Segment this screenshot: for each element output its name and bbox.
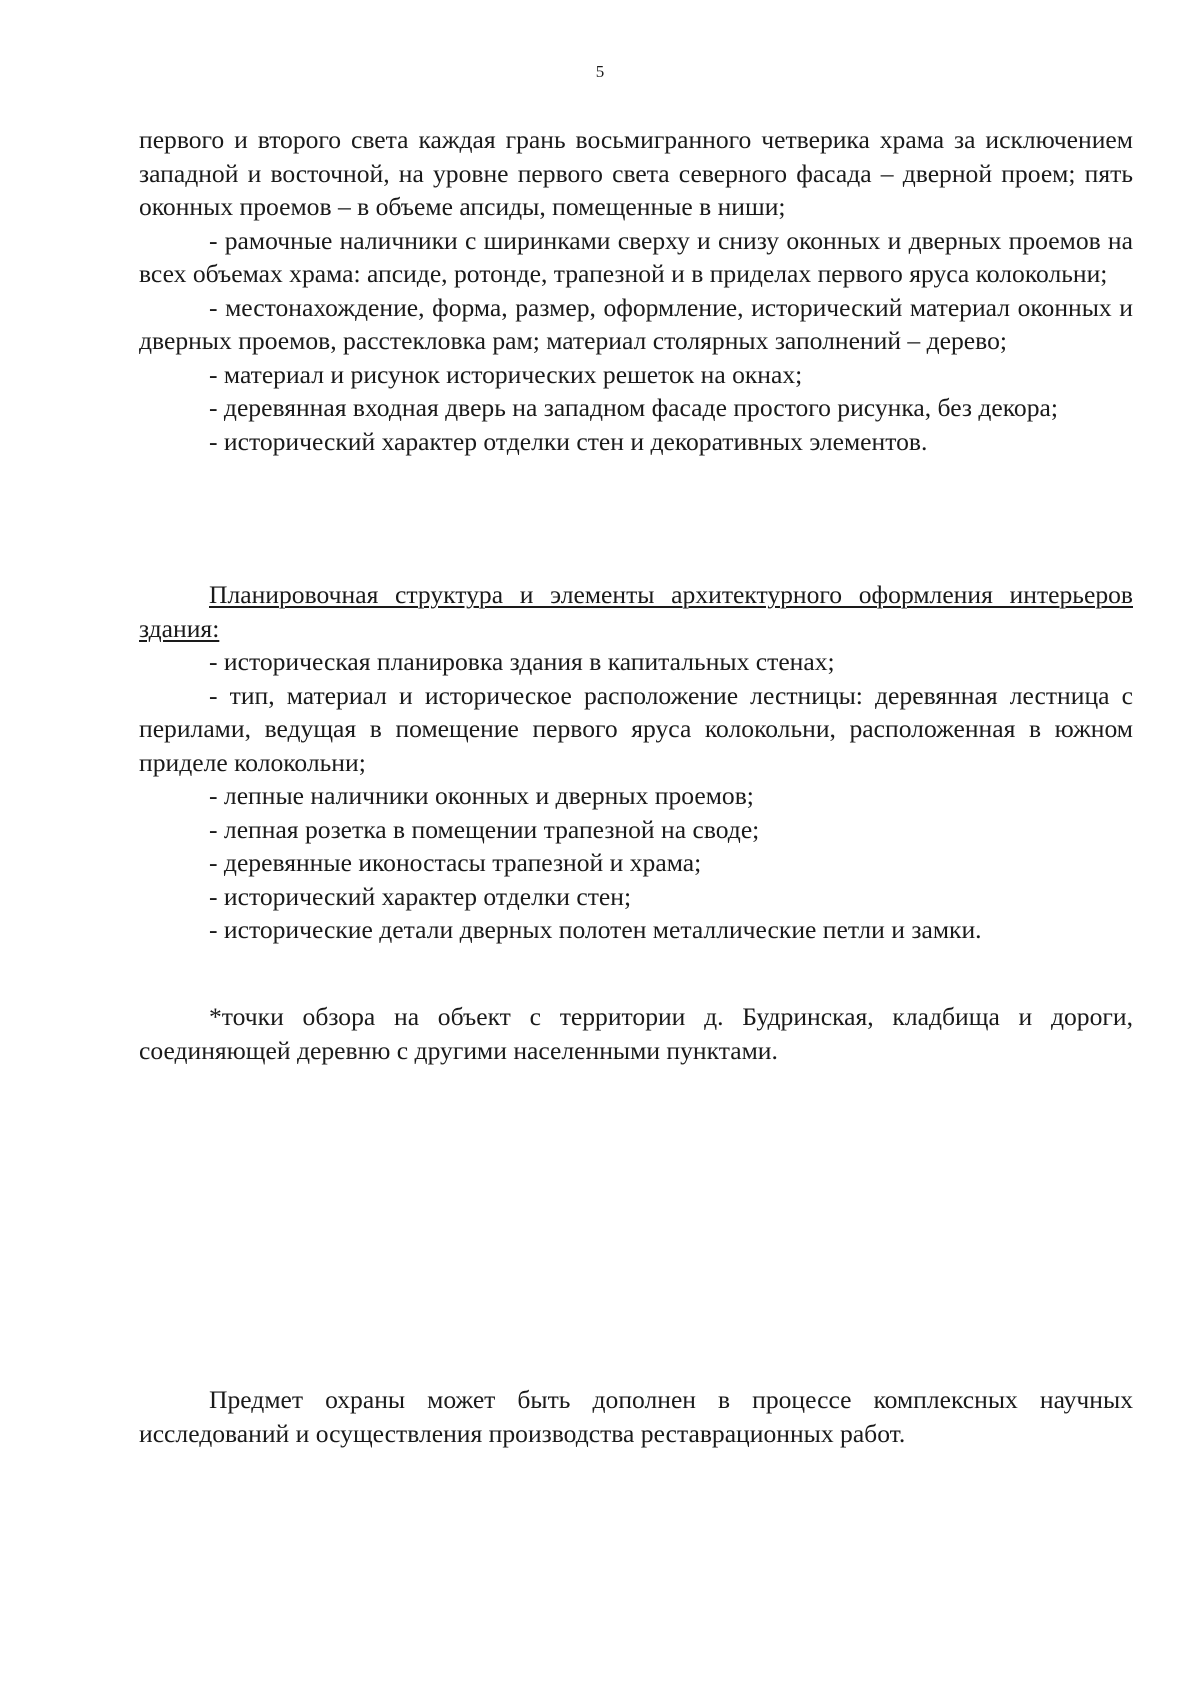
protection-list-facade bbox=[139, 123, 1133, 458]
list-item: - историческая планировка здания в капитальных стенах; bbox=[209, 647, 835, 676]
footnote-block bbox=[139, 1000, 1133, 1067]
list-item: - лепные наличники оконных и дверных проемов; bbox=[209, 781, 754, 810]
list-item: - деревянные иконостасы трапезной и храма; bbox=[209, 848, 702, 877]
section-heading-text: Планировочная структура и элементы архитектурного оформления интерьеров здания: bbox=[139, 580, 1133, 643]
paragraph: первого и второго света каждая грань восьмигранного четверика храма за исключением западной и восточной, на уровне первого света северного фасада – дверной проем; пять оконных проемов – в объеме апсиды, помещенные в ниши; bbox=[139, 125, 1133, 221]
footnote: *точки обзора на объект с территории д. Будринская, кладбища и дороги, соединяющей деревню с другими населенными пунктами. bbox=[139, 1002, 1133, 1065]
list-item: - рамочные наличники с ширинками сверху и снизу оконных и дверных проемов на всех объемах храма: апсиде, ротонде, трапезной и в приделах первого яруса колокольни; bbox=[139, 225, 1133, 288]
list-item: - исторический характер отделки стен; bbox=[209, 881, 632, 911]
section-heading bbox=[139, 578, 1133, 645]
page-number: 5 bbox=[595, 62, 605, 81]
list-item: - материал и рисунок исторических решеток на окнах; bbox=[209, 359, 803, 389]
list-item: - исторические детали дверных полотен металлические петли и замки. bbox=[209, 915, 982, 944]
list-item: - деревянная входная дверь на западном фасаде простого рисунка, без декора; bbox=[209, 393, 1058, 422]
list-item: - лепная розетка в помещении трапезной на своде; bbox=[209, 814, 760, 844]
list-item: - тип, материал и историческое расположение лестницы: деревянная лестница с перилами, ведущая в помещение первого яруса колокольни, расположенная в южном приделе колокольни; bbox=[139, 680, 1133, 777]
list-item: - местонахождение, форма, размер, оформление, исторический материал оконных и дверных проемов, расстекловка рам; материал столярных заполнений – дерево; bbox=[139, 292, 1133, 355]
closing-block bbox=[139, 1383, 1133, 1450]
protection-list-interior bbox=[139, 578, 1133, 947]
closing-paragraph: Предмет охраны может быть дополнен в процессе комплексных научных исследований и осуществления производства реставрационных работ. bbox=[139, 1385, 1133, 1448]
list-item: - исторический характер отделки стен и декоративных элементов. bbox=[209, 426, 928, 456]
